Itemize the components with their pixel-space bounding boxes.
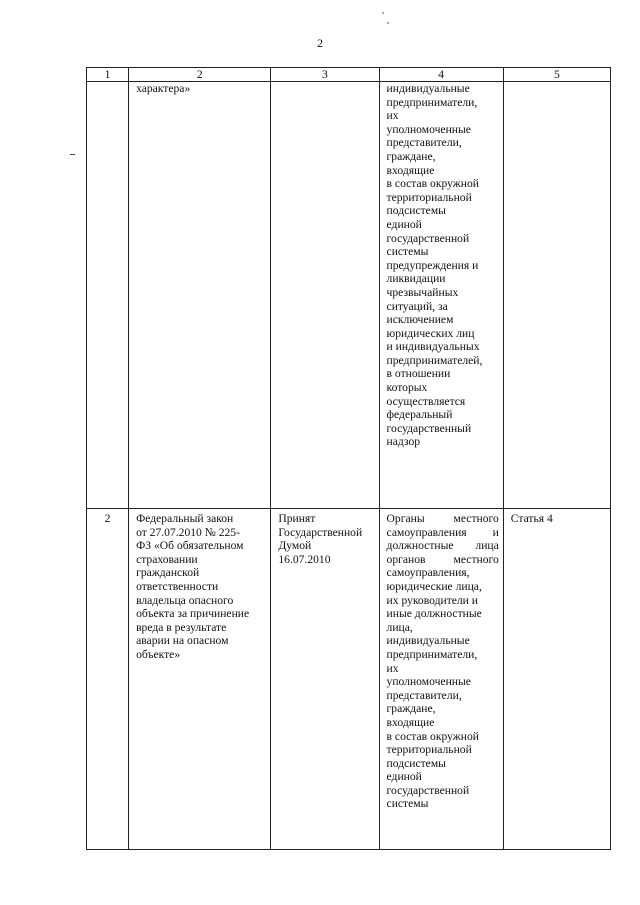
subjects-text (380, 82, 503, 449)
cell-law-name (129, 509, 271, 850)
header-cell-5: 5 (503, 68, 610, 82)
text-line: системы (386, 245, 429, 259)
header-row (87, 68, 611, 82)
text-line: индивидуальные (386, 634, 470, 648)
text-line: самоуправления и (386, 525, 499, 539)
scan-speck (387, 22, 389, 24)
text-line: подсистемы (386, 756, 446, 770)
text-line: которых (386, 381, 428, 395)
text-line: исключением (386, 313, 454, 327)
margin-mark (70, 154, 75, 155)
row-number: 2 (104, 512, 111, 525)
text-line: единой (386, 770, 422, 784)
text-line: входящие (386, 163, 435, 177)
text-line: уполномоченные (386, 122, 471, 136)
table-row (87, 509, 611, 850)
text-line: единой (386, 217, 422, 231)
law-name-text (129, 82, 270, 96)
text-line: уполномоченные (386, 675, 471, 689)
text-line: государственной (386, 231, 470, 245)
cell-article (503, 509, 610, 850)
adoption-text (271, 509, 378, 566)
text-line: их руководители и (386, 593, 478, 607)
text-line: в состав окружной (386, 177, 479, 191)
text-line: предупреждения и (386, 258, 479, 272)
text-line: гражданской (136, 566, 200, 580)
text-line: территориальной (386, 190, 472, 204)
text-line: территориальной (386, 743, 472, 757)
text-line: их (386, 109, 399, 123)
cell-adoption (271, 82, 379, 509)
text-line: Принят (278, 512, 316, 525)
text-line: объекта за причинение (136, 607, 250, 621)
text-line: самоуправления, (386, 566, 470, 580)
text-line: граждане, (386, 149, 436, 163)
text-line: органов местного (386, 552, 499, 566)
text-line: государственной (386, 783, 470, 797)
page-number: 2 (317, 36, 323, 50)
text-line: в отношении (386, 367, 451, 381)
text-line: лица, (386, 620, 413, 634)
text-line: предпринимателей, (386, 353, 483, 367)
text-line: должностные лица (386, 539, 499, 553)
text-line: представители, (386, 688, 462, 702)
text-line: юридические лица, (386, 579, 482, 593)
text-line: Думой (278, 539, 312, 553)
text-line: индивидуальные (386, 82, 470, 95)
text-line: иные должностные (386, 607, 482, 621)
subjects-justified-block (387, 512, 499, 566)
law-name-text (129, 509, 270, 662)
text-line: в состав окружной (386, 729, 479, 743)
text-line: ситуаций, за (386, 299, 448, 313)
text-line: предприниматели, (386, 95, 478, 109)
text-line: ликвидации (386, 272, 446, 286)
text-line: системы (386, 797, 429, 811)
text-line: Органы местного (386, 512, 499, 525)
text-line: представители, (386, 136, 462, 150)
table-row-continued (87, 82, 611, 509)
text-line: их (386, 661, 399, 675)
text-line: предприниматели, (386, 647, 478, 661)
subjects-text (380, 509, 503, 811)
header-cell-2: 2 (129, 68, 271, 82)
header-cell-4: 4 (379, 68, 503, 82)
cell-number (87, 82, 129, 509)
text-line: владельца опасного (136, 593, 234, 607)
scan-speck (382, 12, 384, 14)
text-line: ФЗ «Об обязательном (136, 539, 244, 553)
text-line: вреда в результате (136, 620, 227, 634)
text-line: страховании (136, 552, 198, 566)
cell-subjects (379, 82, 503, 509)
text-line: аварии на опасном (136, 634, 229, 648)
cell-article (503, 82, 610, 509)
text-line: и индивидуальных (386, 340, 480, 354)
text-line: от 27.07.2010 № 225- (136, 525, 240, 539)
text-line: юридических лиц (386, 326, 475, 340)
text-line: государственный (386, 421, 472, 435)
text-line: объекте» (136, 647, 181, 661)
cell-subjects (379, 509, 503, 850)
text-line: федеральный (386, 408, 453, 422)
cell-number (87, 509, 129, 850)
cell-adoption (271, 509, 379, 850)
subjects-lines-block (387, 566, 499, 811)
text-line: входящие (386, 715, 435, 729)
text-line: надзор (386, 435, 421, 449)
text-line: ответственности (136, 579, 219, 593)
text-line: характера» (136, 82, 191, 95)
text-line: Государственной (278, 525, 363, 539)
text-line: граждане, (386, 702, 436, 716)
text-line: чрезвычайных (386, 285, 459, 299)
header-cell-1: 1 (87, 68, 129, 82)
text-line: 16.07.2010 (278, 552, 331, 566)
article-text: Статья 4 (510, 512, 553, 525)
text-line: Федеральный закон (136, 512, 234, 525)
text-line: подсистемы (386, 204, 446, 218)
text-line: осуществляется (386, 394, 466, 408)
cell-law-name (129, 82, 271, 509)
document-table (86, 67, 611, 850)
header-cell-3: 3 (271, 68, 379, 82)
